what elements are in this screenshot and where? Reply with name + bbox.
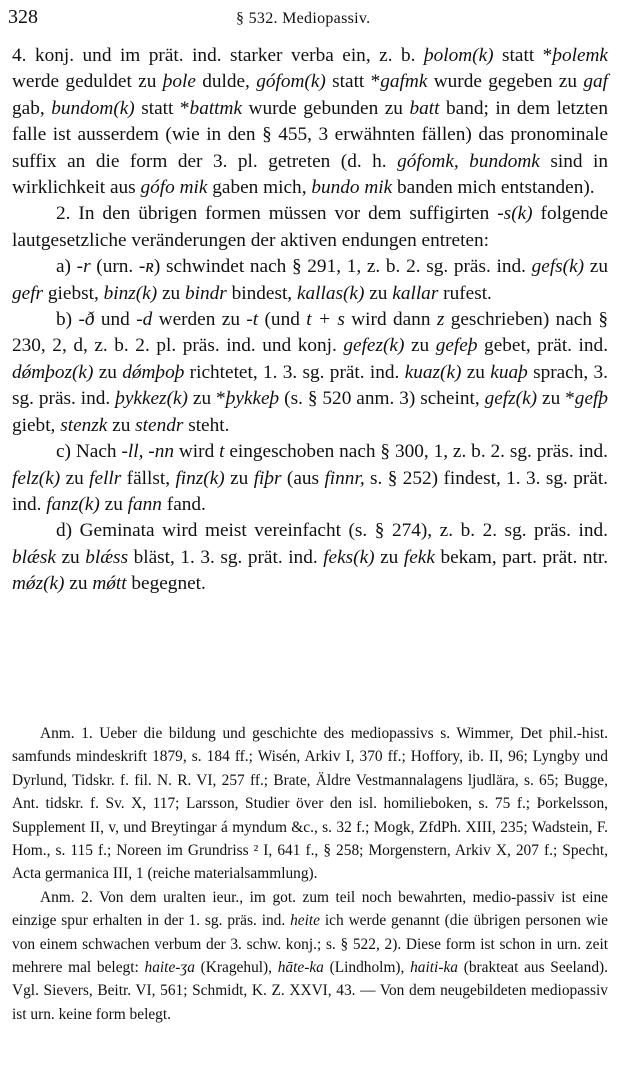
italic-word: kuaz(k) <box>404 361 462 383</box>
italic-word: þole <box>162 71 196 93</box>
text-run: bekam, part. prät. ntr. <box>434 546 609 568</box>
text-run: zu <box>157 282 185 304</box>
text-run: a) <box>56 256 77 278</box>
text-run: ) schwindet nach § 291, 1, z. b. 2. sg. präs. ind. <box>153 256 532 278</box>
text-run: richtetet, 1. 3. sg. prät. ind. <box>184 361 405 383</box>
italic-word: bindr <box>184 282 227 304</box>
text-run: statt * <box>493 45 553 66</box>
text-run: 4. konj. und im prät. ind. starker verba ein, z. b. <box>12 45 424 66</box>
text-run: s. § 252) findest, 1. 3. sg. prät. ind. <box>12 467 609 515</box>
italic-word: gófom(k) <box>256 71 326 93</box>
italic-word: finz(k) <box>175 467 225 489</box>
text-run: wird dann <box>344 309 437 331</box>
text-run: folgende lautgesetzliche veränderungen der aktiven endungen entreten: <box>12 203 609 251</box>
italic-word: -ʀ <box>138 256 154 278</box>
text-run: 2. In den übrigen formen müssen vor dem suffigirten <box>56 203 498 225</box>
text-run: fand. <box>161 493 206 515</box>
text-run: statt * <box>134 97 190 119</box>
text-run: bindest, <box>226 282 297 304</box>
italic-word: battmk <box>189 97 243 119</box>
page-header <box>8 4 608 30</box>
paragraph-rule-d <box>12 518 608 597</box>
italic-word: fann <box>127 493 162 515</box>
italic-word: gófo mik <box>140 177 208 199</box>
text-run: (urn. <box>90 256 139 278</box>
text-run: zu <box>461 361 491 383</box>
text-run: zu <box>99 493 128 515</box>
text-run: zu <box>584 256 608 278</box>
text-run: c) Nach <box>56 441 122 463</box>
text-run: Anm. 2. Von dem uralten ieur., im got. zum teil noch bewahrten, medio-passiv ist eine einzige spur erhalten in der 1. sg. präs. ind. <box>12 888 608 930</box>
italic-word: -s(k) <box>497 203 533 225</box>
text-run: zu <box>364 282 393 304</box>
note-anm-2 <box>12 886 608 1026</box>
italic-word: gaf <box>583 71 608 93</box>
text-run: fällst, <box>121 467 176 489</box>
italic-word: fanz(k) <box>46 493 100 515</box>
text-run: und <box>94 309 137 331</box>
text-run: (und <box>258 309 307 331</box>
paragraph-rule-b <box>12 307 608 439</box>
italic-word: -r <box>76 256 91 278</box>
text-run: wird <box>173 441 220 463</box>
footnotes <box>12 722 608 1026</box>
text-run: (brakteat aus Seeland). Vgl. Sievers, Beitr. VI, 561; Schmidt, K. Z. XXVI, 43. — Von dem neugebildeten mediopassiv ist urn. keine form belegt. <box>12 959 609 1023</box>
text-run: steht. <box>183 414 230 436</box>
text-run: zu <box>55 546 86 568</box>
italic-word: gefz(k) <box>484 388 538 410</box>
text-run: dulde, <box>195 71 257 93</box>
italic-word: stendr <box>135 414 184 436</box>
text-run: rufest. <box>438 282 492 304</box>
italic-word: þykkeþ <box>225 388 280 410</box>
italic-word: t <box>219 441 225 463</box>
text-run: banden mich entstanden). <box>392 177 595 199</box>
text-run: zu <box>60 467 90 489</box>
text-run: band; in dem letzten falle ist ausserdem (wie in den § 455, 3 erwähnten fällen) das pronominale suffix an die form der 3. pl. getreten (d. h. <box>12 97 608 172</box>
text-run: eingeschoben nach § 300, 1, z. b. 2. sg. präs. ind. <box>224 441 608 463</box>
body-text <box>12 43 608 598</box>
paragraph-rule-a <box>12 254 608 307</box>
text-run: (s. § 520 anm. 3) scheint, <box>279 388 485 410</box>
italic-word: heite <box>290 912 321 930</box>
text-run: Anm. 1. Ueber die bildung und geschichte des mediopassivs s. Wimmer, Det phil.-hist. samfunds mindeskrift 1879, s. 184 ff.; Wisén, Arkiv I, 370 ff.; Hoffory, ib. II, 96; Lyngby und Dyrlund, Tidskr. f. fil. N. R. VI, 257 ff.; Brate, Äldre Vestmannalagens ljudlära, s. 65; Bugge, Ant. tidskr. f. Sv. X, 117; Larsson, Studier över den isl. homilieboken, s. 75 f.; Þorkelsson, Supplement II, v, und Breytingar á myndum &c., s. 32 f.; Mogk, ZfdPh. XIII, 235; Wadstein, F. Hom., s. 115 f.; Noreen im Grundriss ² I, 641 f., § 258; Morgenstern, Arkiv X, 207 f.; Specht, Acta germanica III, 1 (reiche materialsammlung). <box>12 725 608 883</box>
italic-word: t + s <box>306 309 345 331</box>
text-run: giebt, <box>12 414 61 436</box>
italic-word: binz(k) <box>103 282 158 304</box>
italic-word: haite-ʒa <box>144 959 195 977</box>
text-run: zu <box>64 573 93 595</box>
italic-word: gefr <box>12 282 44 304</box>
italic-word: -d <box>136 309 153 331</box>
italic-word: -t <box>246 309 259 331</box>
text-run: gaben mich, <box>207 177 312 199</box>
italic-word: mǿz(k) <box>12 573 65 595</box>
text-run: (Kragehul), <box>194 959 278 977</box>
text-run: d) Geminata wird meist vereinfacht (s. § 274), z. b. 2. sg. präs. ind. <box>56 520 608 542</box>
italic-word: dǿmþoz(k) <box>12 361 94 383</box>
text-run: werden zu <box>152 309 247 331</box>
text-run: gebet, prät. ind. <box>477 335 609 357</box>
italic-word: fellr <box>89 467 122 489</box>
text-run: geschrieben) nach § 230, 2, d, z. b. 2. pl. präs. ind. und konj. <box>12 309 609 357</box>
italic-word: gafmk <box>380 71 428 93</box>
italic-word: þolemk <box>552 45 608 66</box>
text-run: gab, <box>12 97 52 119</box>
italic-word: felz(k) <box>12 467 61 489</box>
text-run: zu <box>107 414 136 436</box>
paragraph-section-2 <box>12 201 608 254</box>
italic-word: batt <box>409 97 440 119</box>
text-run: b) <box>56 309 79 331</box>
italic-word: kallas(k) <box>296 282 365 304</box>
italic-word: blǽsk <box>12 546 56 568</box>
italic-word: bundo mik <box>311 177 393 199</box>
italic-word: þolom(k) <box>423 45 494 66</box>
italic-word: hāte-ka <box>277 959 324 977</box>
text-run: zu <box>224 467 254 489</box>
text-run: wurde gegeben zu <box>427 71 584 93</box>
italic-word: z <box>436 309 445 331</box>
text-run: zu <box>404 335 436 357</box>
italic-word: -ð <box>78 309 95 331</box>
italic-word: feks(k) <box>323 546 375 568</box>
italic-word: haiti-ka <box>410 959 458 977</box>
italic-word: þykkez(k) <box>115 388 188 410</box>
text-run: begegnet. <box>126 573 206 595</box>
text-run: sind in wirklichkeit aus <box>12 150 608 199</box>
text-run: zu * <box>537 388 575 410</box>
page-number: 328 <box>8 6 38 28</box>
italic-word: mǿtt <box>92 573 127 595</box>
italic-word: fiþr <box>253 467 282 489</box>
italic-word: gefþ <box>574 388 608 410</box>
text-run: werde geduldet zu <box>12 71 163 93</box>
text-run: sprach, 3. sg. präs. ind. <box>12 361 608 410</box>
italic-word: gófomk, bundomk <box>397 150 540 172</box>
italic-word: -ll, -nn <box>121 441 174 463</box>
italic-word: bundom(k) <box>51 97 135 119</box>
italic-word: gefez(k) <box>343 335 405 357</box>
italic-word: finnr, <box>324 467 365 489</box>
text-run: bläst, 1. 3. sg. prät. ind. <box>128 546 324 568</box>
italic-word: dǿmþoþ <box>122 361 185 383</box>
italic-word: fekk <box>403 546 435 568</box>
note-anm-1 <box>12 722 608 886</box>
italic-word: blǽss <box>85 546 129 568</box>
text-run: wurde gebunden zu <box>242 97 410 119</box>
text-run: statt * <box>325 71 381 93</box>
text-run: (Lindholm), <box>323 959 411 977</box>
text-run: ich werde genannt (die übrigen personen wie von einem schwachen verbum der 3. schw. konj.; s. § 522, 2). Diese form ist schon in urn. zeit mehrere mal belegt: <box>12 912 608 977</box>
text-run: (aus <box>281 467 325 489</box>
text-run: zu * <box>187 388 226 410</box>
italic-word: kallar <box>392 282 439 304</box>
italic-word: gefs(k) <box>531 256 585 278</box>
italic-word: stenzk <box>60 414 108 436</box>
italic-word: kuaþ <box>490 361 528 383</box>
text-run: zu <box>93 361 123 383</box>
text-run: giebst, <box>43 282 104 304</box>
italic-word: gefeþ <box>435 335 478 357</box>
running-title: § 532. Mediopassiv. <box>236 10 371 27</box>
paragraph-continuation <box>12 43 608 201</box>
paragraph-rule-c <box>12 439 608 518</box>
text-run: zu <box>374 546 404 568</box>
